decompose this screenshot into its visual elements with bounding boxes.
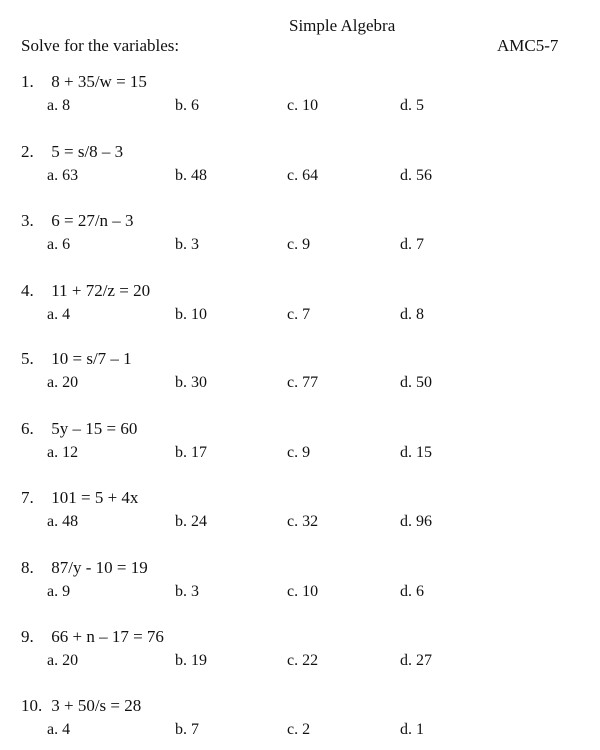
answer-choice-b: b. 24 [175,513,207,530]
problem-question [21,626,164,648]
problem-question [21,348,132,370]
answer-choice-a: a. 4 [47,721,71,738]
answer-choice-d: d. 1 [400,721,424,738]
answer-choice-b: b. 19 [175,652,207,669]
problem-question [21,141,123,163]
problem-1 [0,71,600,115]
problem-equation: 66 + n – 17 = 76 [51,627,164,646]
problem-8 [0,557,600,601]
problem-number: 6. [21,419,34,438]
answer-choice-b: b. 17 [175,444,207,461]
answer-choice-c: c. 10 [287,97,319,114]
answer-choice-d: d. 8 [400,306,424,323]
answer-choice-d: d. 5 [400,97,424,114]
problem-equation: 87/y - 10 = 19 [51,558,148,577]
problem-question [21,418,137,440]
problem-question [21,280,150,302]
answer-choice-b: b. 30 [175,374,207,391]
answer-choice-b: b. 48 [175,167,207,184]
worksheet-title: Simple Algebra [289,16,396,35]
answer-choice-a: a. 20 [47,652,79,669]
problem-question [21,487,138,509]
answer-choice-d: d. 96 [400,513,432,530]
problem-number: 8. [21,558,34,577]
answer-choice-c: c. 2 [287,721,311,738]
problem-5 [0,348,600,392]
answer-choice-a: a. 20 [47,374,79,391]
answer-choice-c: c. 9 [287,444,311,461]
problem-6 [0,418,600,462]
answer-choice-d: d. 15 [400,444,432,461]
problem-equation: 11 + 72/z = 20 [51,281,151,300]
problem-equation: 3 + 50/s = 28 [51,696,142,715]
problem-equation: 10 = s/7 – 1 [51,349,132,368]
answer-choice-b: b. 10 [175,306,207,323]
worksheet-code: AMC5-7 [497,36,559,55]
problem-equation: 5 = s/8 – 3 [51,142,124,161]
problem-equation: 101 = 5 + 4x [51,488,139,507]
problem-10 [0,695,600,739]
answer-choice-a: a. 4 [47,306,71,323]
problem-number: 9. [21,627,34,646]
problem-number: 3. [21,211,34,230]
answer-choice-c: c. 32 [287,513,319,530]
answer-choice-b: b. 3 [175,236,199,253]
answer-choice-c: c. 9 [287,236,311,253]
problem-number: 7. [21,488,34,507]
answer-choice-a: a. 6 [47,236,71,253]
answer-choice-a: a. 8 [47,97,71,114]
answer-choice-b: b. 7 [175,721,199,738]
problem-number: 5. [21,349,34,368]
problem-number: 10. [21,696,43,715]
answer-choice-a: a. 9 [47,583,71,600]
problem-number: 1. [21,72,34,91]
problem-question [21,71,147,93]
answer-choice-d: d. 50 [400,374,432,391]
answer-choice-b: b. 6 [175,97,199,114]
problem-question [21,695,141,717]
answer-choice-a: a. 63 [47,167,79,184]
problem-equation: 8 + 35/w = 15 [51,72,147,91]
answer-choice-d: d. 27 [400,652,432,669]
problem-question [21,210,134,232]
answer-choice-d: d. 6 [400,583,424,600]
answer-choice-c: c. 22 [287,652,319,669]
problem-number: 2. [21,142,34,161]
problem-number: 4. [21,281,34,300]
answer-choice-c: c. 10 [287,583,319,600]
problem-equation: 6 = 27/n – 3 [51,211,134,230]
answer-choice-a: a. 12 [47,444,79,461]
answer-choice-d: d. 7 [400,236,424,253]
problem-equation: 5y – 15 = 60 [51,419,138,438]
problem-4 [0,280,600,324]
problem-2 [0,141,600,185]
problem-3 [0,210,600,254]
instructions-text: Solve for the variables: [21,36,180,55]
answer-choice-c: c. 64 [287,167,319,184]
problem-question [21,557,148,579]
answer-choice-a: a. 48 [47,513,79,530]
answer-choice-c: c. 7 [287,306,311,323]
answer-choice-d: d. 56 [400,167,432,184]
answer-choice-b: b. 3 [175,583,199,600]
problem-9 [0,626,600,670]
answer-choice-c: c. 77 [287,374,319,391]
problem-7 [0,487,600,531]
